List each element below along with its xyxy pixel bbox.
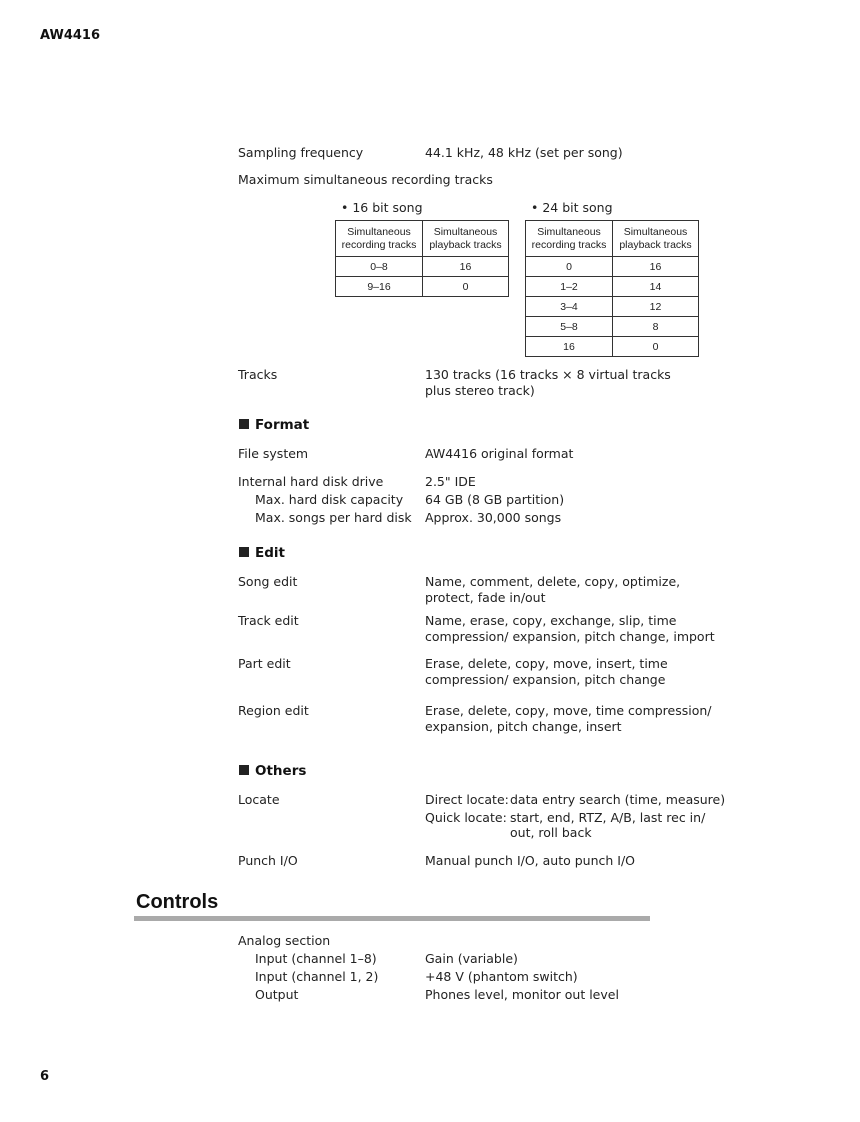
region-edit-value: Erase, delete, copy, move, time compression/ expansion, pitch change, insert	[425, 703, 712, 734]
sampling-frequency-value: 44.1 kHz, 48 kHz (set per song)	[425, 145, 623, 160]
table-row	[336, 277, 509, 297]
section-divider	[134, 916, 650, 921]
output-value: Phones level, monitor out level	[425, 987, 619, 1002]
quick-locate-value-line1: start, end, RTZ, A/B, last rec in/	[510, 810, 706, 825]
square-bullet-icon	[239, 547, 249, 557]
table-16bit	[335, 220, 509, 297]
table-cell: 9–16	[336, 277, 423, 297]
hdd-label: Internal hard disk drive	[238, 474, 384, 489]
section-heading-others	[239, 763, 306, 779]
table-row	[526, 297, 699, 317]
table-cell: 16	[613, 257, 699, 277]
part-edit-label: Part edit	[238, 656, 291, 671]
punch-io-value: Manual punch I/O, auto punch I/O	[425, 853, 636, 868]
table-cell: 5–8	[526, 317, 613, 337]
direct-locate-label: Direct locate:	[425, 792, 509, 807]
square-bullet-icon	[239, 419, 249, 429]
part-edit-value: Erase, delete, copy, move, insert, time compression/ expansion, pitch change	[425, 656, 668, 687]
direct-locate-value: data entry search (time, measure)	[510, 792, 726, 807]
region-edit-label: Region edit	[238, 703, 309, 718]
table-24bit	[525, 220, 699, 357]
quick-locate-value-line2: out, roll back	[510, 825, 592, 840]
page-header-model: AW4416	[40, 28, 100, 43]
table-header: Simultaneous recording tracks	[526, 221, 613, 257]
hdd-value: 2.5" IDE	[425, 474, 476, 489]
section-heading-edit	[239, 545, 285, 561]
song-edit-value: Name, comment, delete, copy, optimize, protect, fade in/out	[425, 574, 681, 605]
table-cell: 0–8	[336, 257, 423, 277]
table-row	[526, 317, 699, 337]
table-16bit-caption: • 16 bit song	[341, 200, 423, 215]
track-edit-label: Track edit	[238, 613, 299, 628]
table-cell: 16	[526, 337, 613, 357]
table-row	[526, 277, 699, 297]
input-1-2-value: +48 V (phantom switch)	[425, 969, 578, 984]
section-heading-text: Others	[255, 763, 307, 779]
table-cell: 0	[423, 277, 509, 297]
track-edit-value: Name, erase, copy, exchange, slip, time compression/ expansion, pitch change, import	[425, 613, 715, 644]
file-system-value: AW4416 original format	[425, 446, 574, 461]
tracks-value: 130 tracks (16 tracks × 8 virtual tracks plus stereo track)	[425, 367, 671, 398]
max-recording-tracks-label: Maximum simultaneous recording tracks	[238, 172, 493, 187]
max-songs-value: Approx. 30,000 songs	[425, 510, 562, 525]
table-header: Simultaneous playback tracks	[613, 221, 699, 257]
table-cell: 0	[613, 337, 699, 357]
song-edit-label: Song edit	[238, 574, 298, 589]
page-number: 6	[40, 1069, 50, 1084]
max-capacity-value: 64 GB (8 GB partition)	[425, 492, 565, 507]
punch-io-label: Punch I/O	[238, 853, 298, 868]
table-cell: 0	[526, 257, 613, 277]
square-bullet-icon	[239, 765, 249, 775]
table-cell: 14	[613, 277, 699, 297]
section-heading-format	[239, 417, 309, 433]
analog-section-label: Analog section	[238, 933, 331, 948]
table-cell: 12	[613, 297, 699, 317]
section-heading-text: Format	[255, 417, 310, 433]
input-1-8-value: Gain (variable)	[425, 951, 518, 966]
max-songs-label: Max. songs per hard disk	[255, 510, 412, 525]
table-row	[526, 337, 699, 357]
sampling-frequency-label: Sampling frequency	[238, 145, 364, 160]
quick-locate-label: Quick locate:	[425, 810, 507, 825]
input-1-8-label: Input (channel 1–8)	[255, 951, 377, 966]
output-label: Output	[255, 987, 299, 1002]
tracks-label: Tracks	[238, 367, 278, 382]
table-24bit-caption: • 24 bit song	[531, 200, 613, 215]
section-heading-text: Edit	[255, 545, 285, 561]
locate-label: Locate	[238, 792, 280, 807]
table-header: Simultaneous recording tracks	[336, 221, 423, 257]
table-cell: 1–2	[526, 277, 613, 297]
file-system-label: File system	[238, 446, 309, 461]
table-cell: 16	[423, 257, 509, 277]
table-cell: 3–4	[526, 297, 613, 317]
table-cell: 8	[613, 317, 699, 337]
controls-title: Controls	[136, 891, 219, 913]
table-header: Simultaneous playback tracks	[423, 221, 509, 257]
input-1-2-label: Input (channel 1, 2)	[255, 969, 379, 984]
max-capacity-label: Max. hard disk capacity	[255, 492, 404, 507]
table-row	[526, 257, 699, 277]
table-row	[336, 257, 509, 277]
